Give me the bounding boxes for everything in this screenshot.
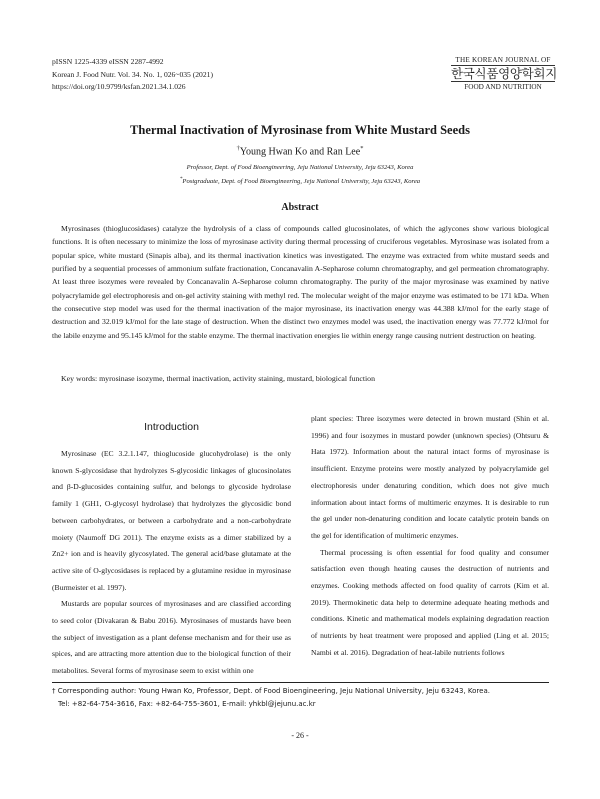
introduction-heading: Introduction <box>144 421 199 433</box>
journal-name-bottom: FOOD AND NUTRITION <box>451 81 555 91</box>
issn-line: pISSN 1225-4339 eISSN 2287-4992 <box>52 57 164 66</box>
abstract-body: Myrosinases (thioglucosidases) catalyze the hydrolysis of a class of compounds called glucosinolates, of which the aglycones show various biological functions. It is often necessary to minimize the loss of myrosinase activity during thermal processing of cruciferous vegetables. Myrosinase was isolated from a popular spice, white mustard (Sinapis alba), and its thermal inactivation kinetics was investigated. The enzyme was extracted from white mustard seeds and purified by a sequential processes of ammonium sulfate fractionation, Concanavalin A-Sepharose column chromatography, and gel permeation chromatography. At least three isozymes were revealed by Concanavalin A-Sepharose column chromatography. The purity of the major myrosinase was examined by native polyacrylamide gel electrophoresis and on-gel activity staining with methyl red. The molecular weight of the major enzyme was estimated to be 171 kDa. When the consecutive step model was used for the thermal inactivation of the major myrosinase, its inactivation energy was 44.388 kJ/mol for the early stage of destruction and 32.019 kJ/mol for the late stage of destruction. When the distinct two enzymes model was used, the inactivation energy was 77.772 kJ/mol for the labile enzyme and 95.145 kJ/mol for the stable enzyme. The thermal inactivation energies lie within energy range causing nutrient destruction on heating. <box>52 224 549 340</box>
author-name: Young Hwan Ko <box>239 146 308 158</box>
doi-link[interactable]: https://doi.org/10.9799/ksfan.2021.34.1.026 <box>52 82 186 91</box>
footnote-line: † Corresponding author: Young Hwan Ko, Professor, Dept. of Food Bioengineering, Jeju National University, Jeju 63243, Korea. <box>52 687 490 695</box>
citation-line: Korean J. Food Nutr. Vol. 34. No. 1, 026~035 (2021) <box>52 69 213 79</box>
paragraph: Myrosinase (EC 3.2.1.147, thioglucoside glucohydrolase) is the only known S-glycosidase that hydrolyzes S-glycosidic linkages of glucosinolates and β-D-glucosides containing sulfur, and belongs to glycoside hydrolase family 1 (GH1, O-glycosyl hydrolase) that hydrolyzes the glycosidic bond between carbohydrates, or between a carbohydrate and a non-carbohydrate moiety (Naumoff DG 2011). The enzyme exists as a dimer stabilized by a Zn2+ ion and is heavily glycosylated. The general acid/base glutamate at the active site of O-glycosidases is replaced by a glutamine residue in myrosinase (Burmeister et al. 1997). <box>52 449 291 592</box>
left-column <box>52 446 291 680</box>
paragraph: Thermal processing is often essential for food quality and consumer satisfaction even though heating causes the destruction of nutrients and enzymes. Cooking methods affected on food quality of carrots (Kim et al. 2019). Thermokinetic data help to determine adequate heating methods and conditions. Kinetic and mathematical models explaining degradation reaction of nutrients by heat treatment were proposed and applied (Ling et al. 2015; Nambi et al. 2016). Degradation of heat-labile nutrients follows <box>311 547 549 657</box>
journal-logo <box>451 56 555 91</box>
paragraph: plant species: Three isozymes were detected in brown mustard (Shin et al. 1996) and four isozymes in mustard powder (unknown species) (Ohtsuru & Hata 1972). Information about the natural intact forms of myrosinase is insufficient. Enzyme proteins were mostly analyzed by polyacrylamide gel electrophoresis under denaturing condition, which does not give much information about intact forms of multimeric enzymes. It is desirable to run the gel under non-denaturing condition and locate catalytic protein bands on the gel for identification of multimeric enzymes. <box>311 414 549 540</box>
affiliation-text: Professor, Dept. of Food Bioengineering, Jeju National University, Jeju 63243, Korea <box>186 164 414 171</box>
author-mark: * <box>360 145 364 152</box>
keywords: Key words: myrosinase isozyme, thermal inactivation, activity staining, mustard, biological function <box>61 374 375 383</box>
author-name: Ran Lee <box>326 146 361 158</box>
affiliation-line <box>0 164 600 171</box>
journal-name-top: THE KOREAN JOURNAL OF <box>451 56 555 66</box>
right-column <box>311 411 549 662</box>
footnote <box>52 685 552 711</box>
footnote-line: Tel: +82-64-754-3616, Fax: +82-64-755-3601, E-mail: yhkbl@jejunu.ac.kr <box>58 700 316 708</box>
abstract-heading: Abstract <box>281 202 319 213</box>
affiliation-mark: * <box>179 177 183 182</box>
corresponding-mark: † <box>236 145 240 152</box>
footnote-divider <box>52 682 549 683</box>
author-conjunction: and <box>307 146 327 158</box>
paper-title: Thermal Inactivation of Myrosinase from White Mustard Seeds <box>130 123 470 137</box>
paragraph: Mustards are popular sources of myrosinases and are classified according to seed color (Divakaran & Babu 2016). Myrosinases of mustards have been the subject of investigation as a plant defense mechanism and for their use as spices, and are attracting more attention due to the biological function of their metabolites. Several forms of myrosinase seem to exist within one <box>52 599 291 676</box>
page-number: - 26 - <box>291 731 309 740</box>
author-line <box>0 145 600 157</box>
affiliation-line <box>0 177 600 185</box>
journal-metadata <box>52 56 213 94</box>
affiliation-text: Postgraduate, Dept. of Food Bioengineering, Jeju National University, Jeju 63243, Korea <box>182 178 421 186</box>
journal-name-korean: 한국식품영양학회지 <box>451 66 557 81</box>
